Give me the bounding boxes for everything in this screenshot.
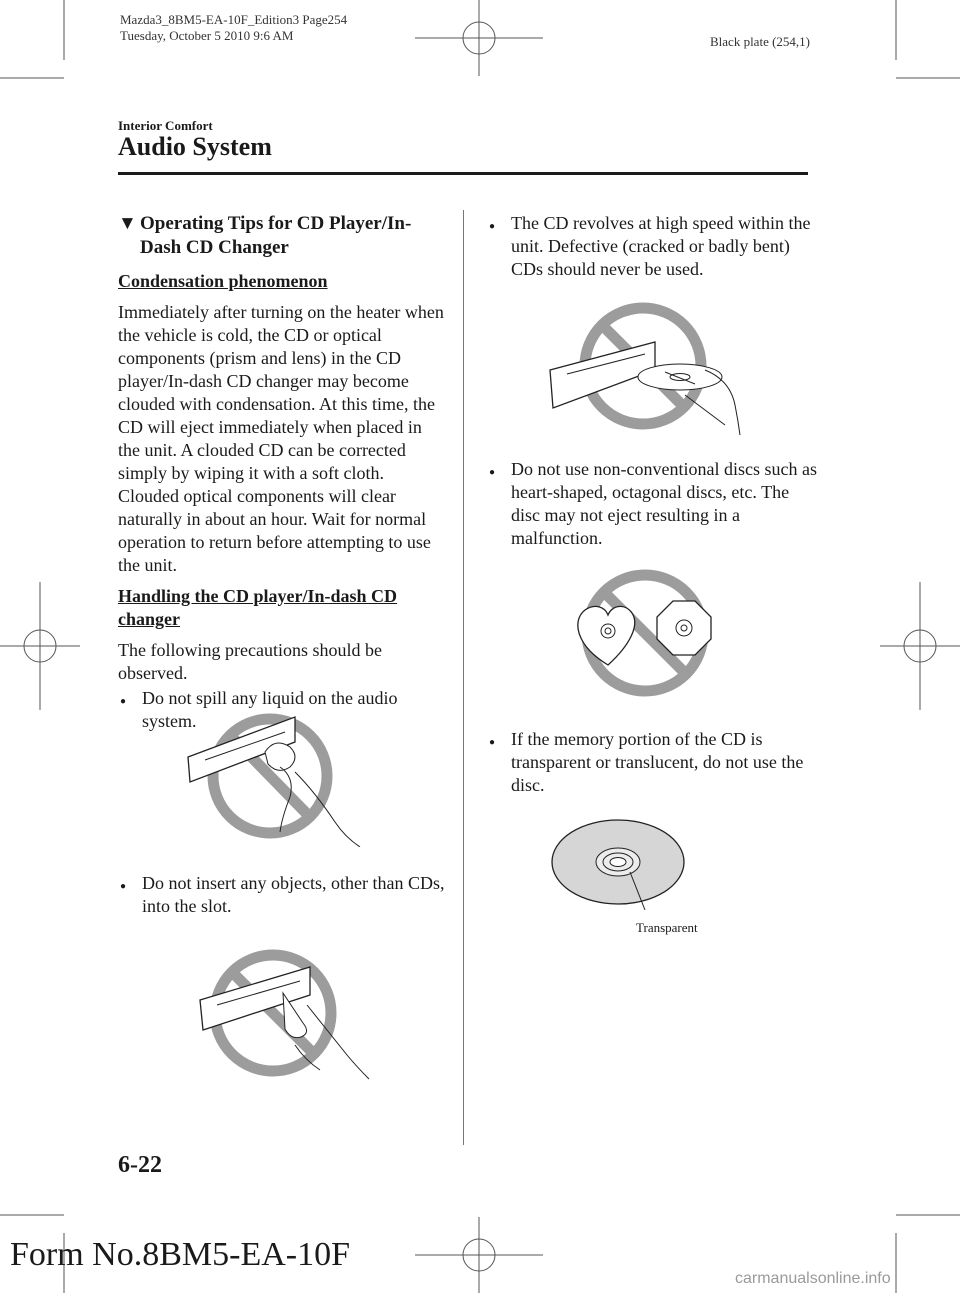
column-divider [463,210,464,1145]
plate-label: Black plate (254,1) [710,34,810,49]
subhead-handling: Handling the CD player/In-dash CD changer [118,586,398,629]
page-title: Audio System [118,132,272,161]
right-column-lower [487,728,817,803]
bullet-text-defective: The CD revolves at high speed within the unit. Defective (cracked or badly bent) CDs should never be used. [511,213,811,279]
bullet-text-nonconventional: Do not use non-conventional discs such as heart-shaped, octagonal discs, etc. The disc may not eject resulting in a malfunction. [511,459,817,548]
left-column [118,212,448,739]
bullet-icon: ● [120,696,127,707]
print-meta-line1: Mazda3_8BM5-EA-10F_Edition3 Page254 [120,12,348,27]
bullet-item-transparent [487,728,817,797]
bullet-item-objects [118,872,448,918]
triangle-marker-icon: ▼ [118,213,137,234]
bullet-icon: ● [489,467,496,478]
form-number: Form No.8BM5-EA-10F [10,1236,351,1273]
figure-no-objects [195,945,375,1085]
section-heading-text: Operating Tips for CD Player/In-Dash CD Changer [140,213,412,258]
section-label: Interior Comfort [118,118,213,133]
bullet-text-transparent: If the memory portion of the CD is transparent or translucent, do not use the disc. [511,729,804,795]
print-meta-line2: Tuesday, October 5 2010 9:6 AM [120,28,294,43]
bullet-icon: ● [489,221,496,232]
figure-defective-cd [545,300,745,440]
subhead-condensation: Condensation phenomenon [118,271,328,291]
bullet-text-objects: Do not insert any objects, other than CDs, into the slot. [142,873,445,916]
right-column-top [487,212,817,287]
paragraph-condensation: Immediately after turning on the heater when the vehicle is cold, the CD or optical components (prism and lens) in the CD player/In-dash CD changer may become clouded with condensation. At this time, the CD will eject immediately when placed in the unit. A clouded CD can be corrected simply by wiping it with a soft cloth. Clouded optical components will clear naturally in about an hour. Wait for normal operation to return before attempting to use the unit. [118,302,444,575]
watermark: carmanualsonline.info [735,1270,891,1287]
figure-caption-transparent: Transparent [636,920,698,935]
figure-nonconventional-discs [570,565,720,705]
bullet-item-defective [487,212,817,281]
bullet-item-nonconventional [487,458,817,550]
bullet-icon: ● [489,737,496,748]
title-rule [118,172,808,175]
section-heading [118,212,448,260]
figure-transparent-cd [550,812,700,912]
figure-no-liquid [185,712,370,847]
page-number: 6-22 [118,1152,162,1178]
right-column-mid [487,458,817,556]
paragraph-precautions: The following precautions should be observed. [118,640,382,683]
left-column-lower [118,872,448,924]
bullet-text-liquid: Do not spill any liquid on the audio system. [142,688,398,731]
print-metadata [120,12,347,44]
bullet-icon: ● [120,881,127,892]
